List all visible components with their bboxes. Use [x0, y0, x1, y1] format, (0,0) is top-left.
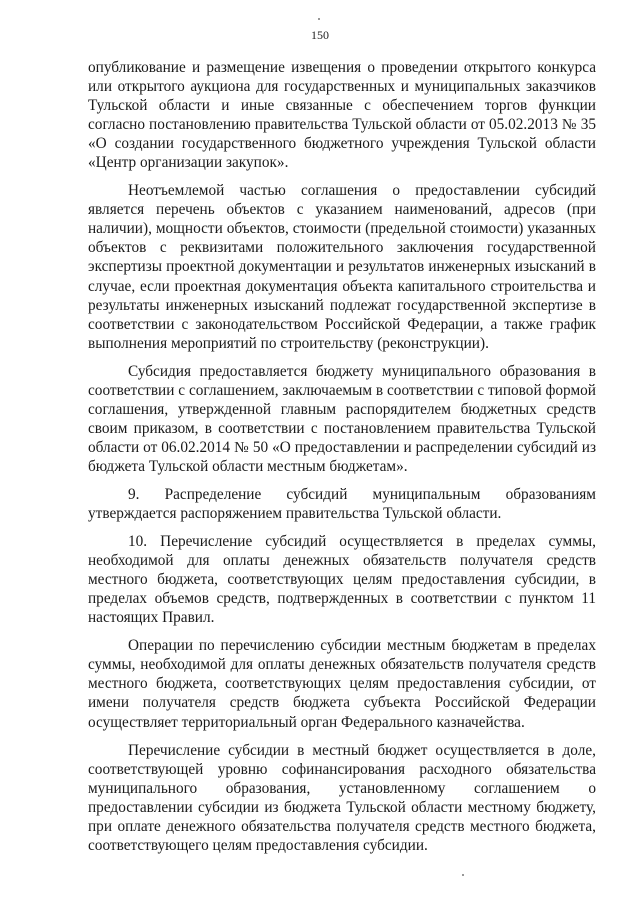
scan-speck: [462, 874, 464, 876]
paragraph-continuation: опубликование и размещение извещения о проведении открытого конкурса или открытого аукциона для государственных и муниципальных заказчиков Тульской области и иные связанные с обеспечением торгов функции согласно постановлению правительства Тульской области от 05.02.2013 № 35 «О создании государственного бюджетного учреждения Тульской области «Центр организации закупок».: [88, 59, 596, 172]
paragraph-agreement-annex: Неотъемлемой частью соглашения о предоставлении субсидий является перечень объектов с указанием наименований, адресов (при наличии), мощности объектов, стоимости (предельной стоимости) указанных объектов с реквизитами положительного заключения государственной экспертизы проектной документации и результатов инженерных изысканий в случае, если проектная документация объекта капитального строительства и результаты инженерных изысканий подлежат государственной экспертизе в соответствии с законодательством Российской Федерации, а также график выполнения мероприятий по строительству (реконструкции).: [88, 182, 596, 352]
scan-speck: [318, 18, 320, 20]
paragraph-item-10: 10. Перечисление субсидий осуществляется в пределах суммы, необходимой для оплаты денежных обязательств получателя средств местного бюджета, соответствующих целям предоставления субсидии, в пределах объемов средств, подтвержденных в соответствии с пунктом 11 настоящих Правил.: [88, 533, 596, 627]
paragraph-item-9: 9. Распределение субсидий муниципальным образованиям утверждается распоряжением правительства Тульской области.: [88, 485, 596, 523]
document-body: [88, 58, 596, 864]
page-number: 150: [311, 28, 329, 42]
paragraph-treasury-operations: Операции по перечислению субсидии местным бюджетам в пределах суммы, необходимой для оплаты денежных обязательств получателя средств местного бюджета, соответствующих целям предоставления субсидии, от имени получателя средств бюджета субъекта Российской Федерации осуществляет территориальный орган Федерального казначейства.: [88, 637, 596, 731]
paragraph-subsidy-provision: Субсидия предоставляется бюджету муниципального образования в соответствии с соглашением, заключаемым в соответствии с типовой формой соглашения, утвержденной главным распорядителем бюджетных средств своим приказом, в соответствии с постановлением правительства Тульской области от 06.02.2014 № 50 «О предоставлении и распределении субсидий из бюджета Тульской области местным бюджетам».: [88, 362, 596, 475]
paragraph-cofinancing-share: Перечисление субсидии в местный бюджет осуществляется в доле, соответствующей уровню софинансирования расходного обязательства муниципального образования, установленному соглашением о предоставлении субсидии из бюджета Тульской области местному бюджету, при оплате денежного обязательства получателя средств местного бюджета, соответствующего целям предоставления субсидии.: [88, 741, 596, 854]
